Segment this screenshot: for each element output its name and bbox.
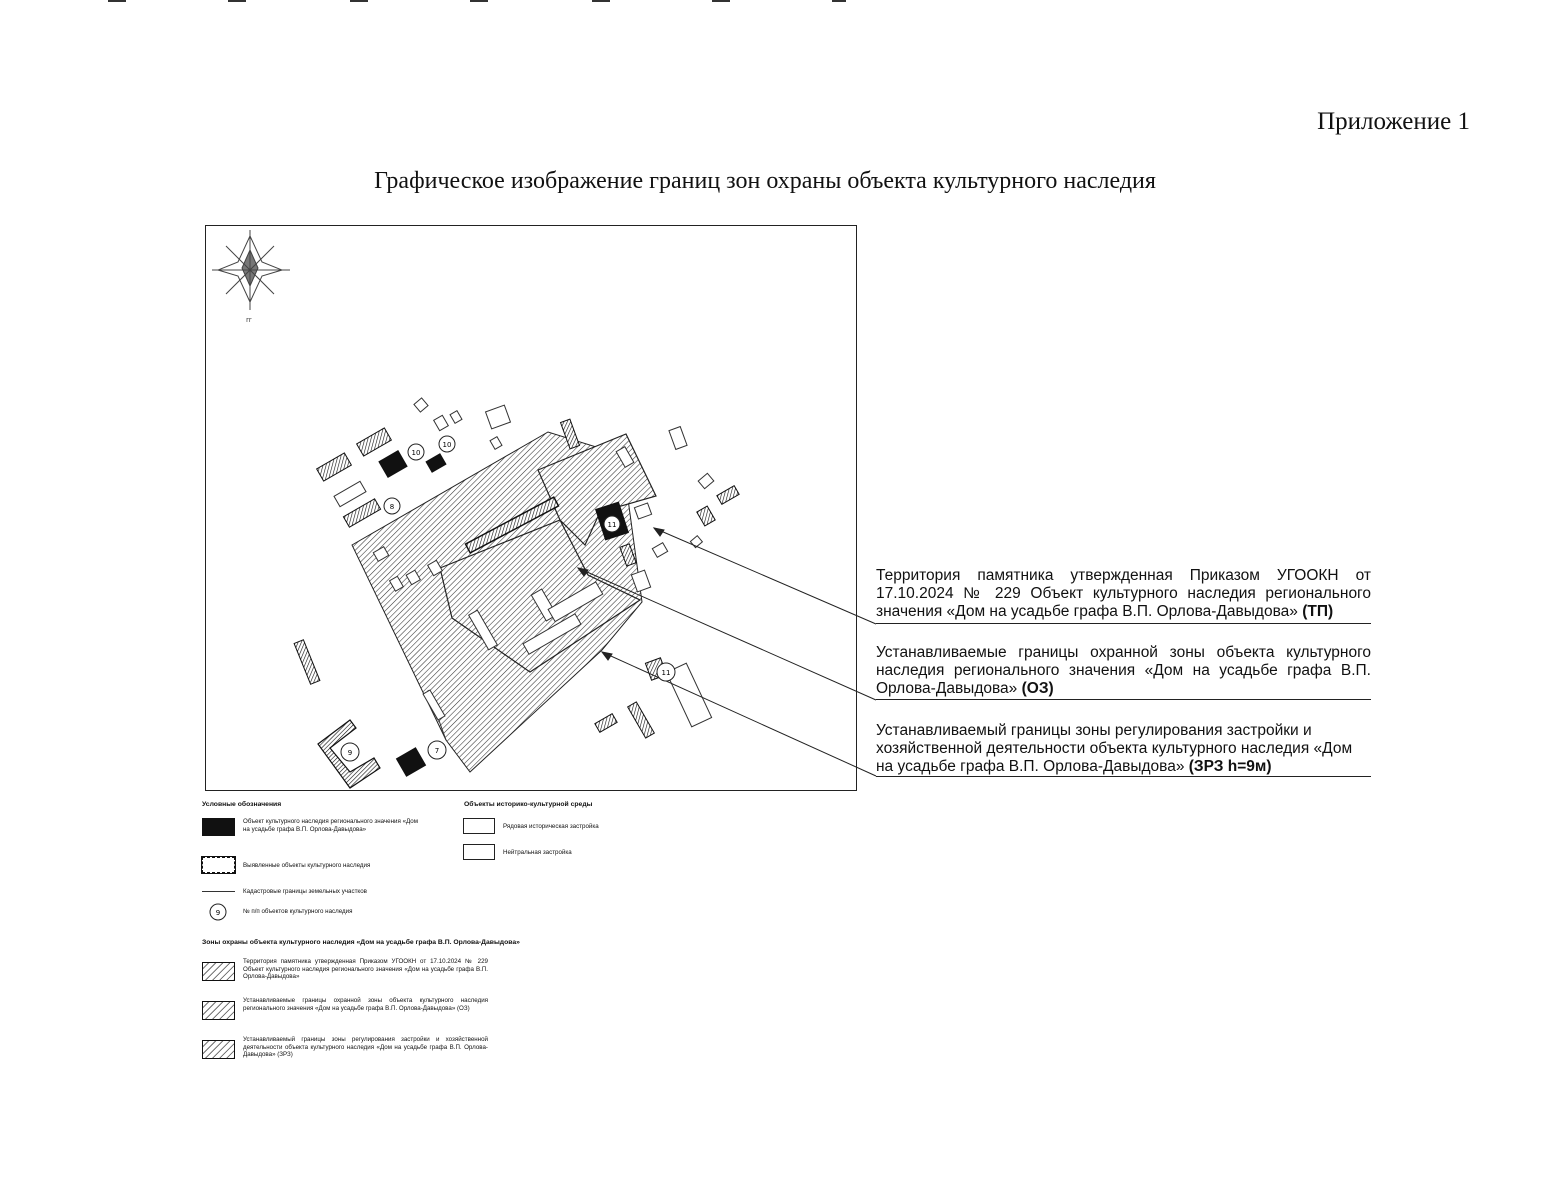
legend-item-text: Кадастровые границы земельных участков <box>243 888 367 895</box>
svg-text:11: 11 <box>607 521 617 529</box>
legend-env-text: Нейтральная застройка <box>503 849 572 856</box>
object-marker <box>428 741 446 759</box>
legend-zone-text: Устанавливаемые границы охранной зоны объекта культурного наследия регионального значения «Дом на усадьбе графа В.П. Орлова-Давыдова» (ОЗ) <box>243 997 488 1012</box>
svg-text:9: 9 <box>347 749 353 757</box>
appendix-label: Приложение 1 <box>1317 108 1470 135</box>
legend-env-text: Рядовая историческая застройка <box>503 823 599 830</box>
object-marker <box>408 444 424 460</box>
legend-swatch-zone-tp <box>202 962 236 982</box>
legend-zone-text: Устанавливаемый границы зоны регулирования застройки и хозяйственной деятельности объекта культурного наследия «Дом на усадьбе графа В.П. Орлова-Давыдова» (ЗРЗ) <box>243 1036 488 1059</box>
legend-number-symbol <box>208 902 228 922</box>
legend-zones-heading: Зоны охраны объекта культурного наследия «Дом на усадьбе графа В.П. Орлова-Давыдова» <box>202 939 520 946</box>
legend-zone-text: Территория памятника утвержденная Приказом УГООКН от 17.10.2024 № 229 Объект культурного наследия регионального значения «Дом на усадьбе графа В.П. Орлова-Давыдова» <box>243 958 488 981</box>
legend-swatch-zone-zrz <box>202 1040 236 1060</box>
legend-swatch-heritage <box>202 818 235 836</box>
compass-rose <box>212 230 290 324</box>
svg-text:8: 8 <box>389 503 395 511</box>
legend-swatch-historic <box>463 818 495 834</box>
svg-text:9: 9 <box>215 909 221 917</box>
callout-oz: Устанавливаемые границы охранной зоны объекта культурного наследия регионального значения «Дом на усадьбе графа В.П. Орлова-Давыдова» (ОЗ) <box>876 644 1371 697</box>
legend-heading: Условные обозначения <box>202 801 282 808</box>
legend-item-text: Объект культурного наследия регионального значения «Дом на усадьбе графа В.П. Орлова-Давыдова» <box>243 818 418 833</box>
callout-rule <box>876 699 1371 700</box>
legend-item-text: № п/п объектов культурного наследия <box>243 908 353 915</box>
object-marker <box>384 498 400 514</box>
callout-zrz: Устанавливаемый границы зоны регулирования застройки и хозяйственной деятельности объекта культурного наследия «Дом на усадьбе графа В.П. Орлова-Давыдова» (ЗРЗ h=9м) <box>876 722 1353 775</box>
callout-rule <box>876 623 1371 624</box>
legend-swatch-neutral <box>463 844 495 860</box>
svg-text:11: 11 <box>661 669 671 677</box>
legend-swatch-zone-oz <box>202 1001 236 1021</box>
callout-rule <box>876 776 1371 777</box>
svg-text:7: 7 <box>434 747 440 755</box>
legend-env-heading: Объекты историко-культурной среды <box>464 801 593 808</box>
object-marker <box>341 743 359 761</box>
object-marker <box>439 436 455 452</box>
callout-tp: Территория памятника утвержденная Приказом УГООКН от 17.10.2024 № 229 Объект культурного наследия регионального значения «Дом на усадьбе графа В.П. Орлова-Давыдова» (ТП) <box>876 567 1371 620</box>
svg-text:10: 10 <box>442 441 452 449</box>
object-marker <box>604 516 620 532</box>
object-marker <box>657 663 675 681</box>
svg-text:10: 10 <box>411 449 421 457</box>
compass-label: rr <box>246 316 252 324</box>
legend-item-text: Выявленные объекты культурного наследия <box>243 862 371 869</box>
page-title: Графическое изображение границ зон охраны объекта культурного наследия <box>374 168 1156 194</box>
legend-swatch-cadastral <box>202 891 235 892</box>
legend-swatch-identified <box>202 857 235 873</box>
